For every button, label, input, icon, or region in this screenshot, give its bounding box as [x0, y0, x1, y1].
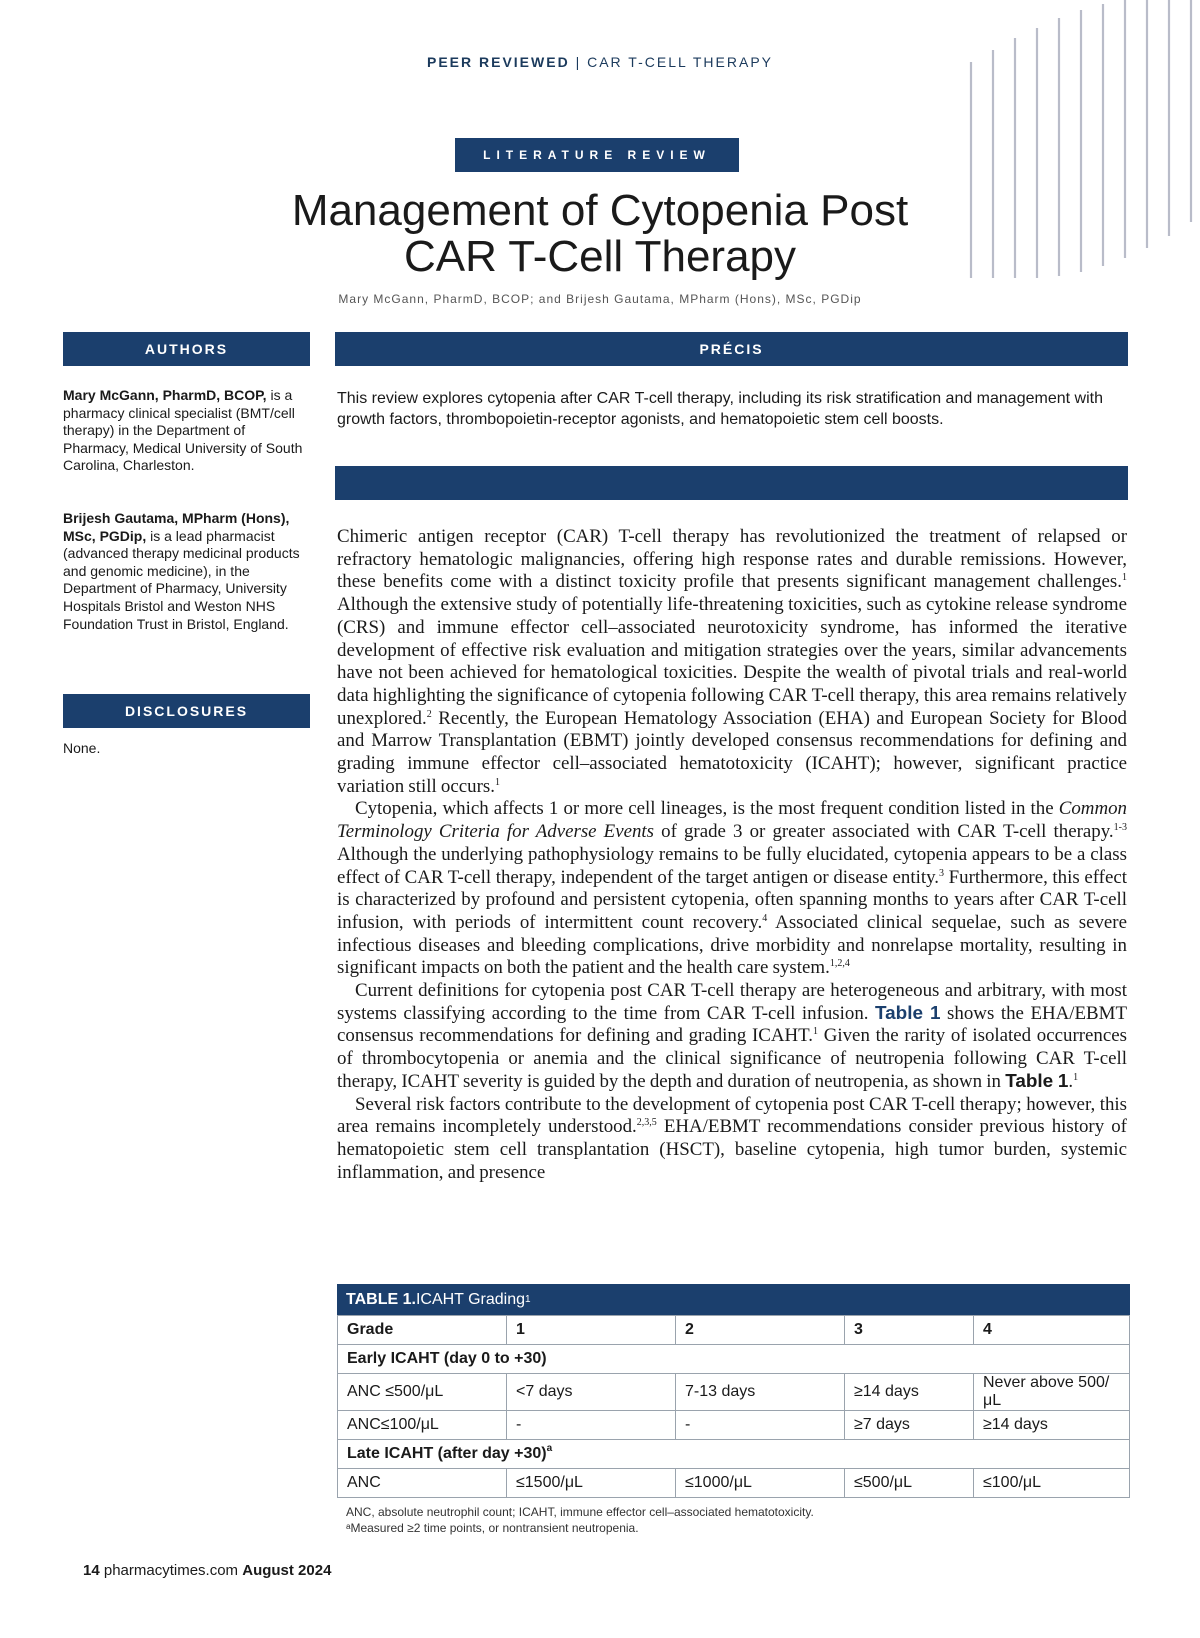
table-row: ANC≤100/μL - - ≥7 days ≥14 days	[338, 1411, 1130, 1440]
author-2-bio	[63, 510, 313, 633]
authors-heading: AUTHORS	[63, 332, 310, 366]
author-1-desc: is a pharmacy clinical specialist (BMT/cell therapy) in the Department of Pharmacy, Medical University of South Carolina, Charleston.	[63, 387, 303, 474]
section-divider-bar	[335, 466, 1128, 500]
table-1-reference: Table 1	[1005, 1070, 1069, 1092]
table-footnote-a: ᵃMeasured ≥2 time points, or nontransient neutropenia.	[346, 1521, 639, 1535]
footer-site: pharmacytimes.com	[99, 1562, 243, 1579]
author-2-name: Brijesh Gautama, MPharm (Hons), MSc, PGDip,	[63, 510, 290, 544]
page-number: 14	[83, 1562, 100, 1579]
page-footer	[83, 1562, 331, 1579]
article-title	[0, 188, 1200, 280]
author-1-bio	[63, 387, 313, 475]
table-1-link[interactable]: Table 1	[875, 1002, 941, 1024]
footer-issue: August 2024	[242, 1562, 332, 1579]
table-caption-text: ICAHT Grading	[415, 1290, 526, 1308]
late-section-row: Late ICAHT (after day +30)$^a$	[338, 1440, 1130, 1469]
precis-text: This review explores cytopenia after CAR T-cell therapy, including its risk stratification and management with growth factors, thrombopoietin-receptor agonists, and hematopoietic stem cell boosts.	[337, 390, 1103, 428]
author-2-desc: is a lead pharmacist (advanced therapy medicinal products and genomic medicine), in the Department of Pharmacy, University Hospitals Bristol and Weston NHS Foundation Trust in Bristol, England.	[63, 527, 300, 632]
title-line-1: Management of Cytopenia Post	[291, 186, 909, 235]
author-1-name: Mary McGann, PharmD, BCOP,	[63, 387, 267, 403]
table-header-row: Grade 1 2 3 4	[338, 1316, 1130, 1345]
section-kicker	[0, 54, 1200, 70]
byline: Mary McGann, PharmD, BCOP; and Brijesh Gautama, MPharm (Hons), MSc, PGDip	[338, 292, 862, 306]
topic-label: CAR T-CELL THERAPY	[587, 54, 774, 70]
early-section-row: Early ICAHT (day 0 to +30)	[338, 1345, 1130, 1374]
table-row: ANC ≤500/μL <7 days 7-13 days ≥14 days Never above 500/μL	[338, 1374, 1130, 1411]
article-body	[337, 526, 1127, 1184]
table-label: TABLE 1.	[346, 1290, 416, 1308]
table-footnote-abbreviations: ANC, absolute neutrophil count; ICAHT, immune effector cell–associated hematotoxicity.	[346, 1505, 814, 1519]
paragraph-3: Current definitions for cytopenia post CAR T-cell therapy are heterogeneous and arbitrary, with most systems classifying according to the time from CAR T-cell infusion. Table 1 shows the EHA/EBMT consensus recommendations for defining and grading ICAHT.$^1$ Given the rarity of isolated occurrences of thrombocytopenia or anemia and the clinical significance of neutropenia following CAR T-cell therapy, ICAHT severity is guided by the depth and duration of neutropenia, as shown in Table 1.$^1$	[337, 980, 1127, 1092]
paragraph-4: Several risk factors contribute to the development of cytopenia post CAR T-cell therapy; however, this area remains incompletely understood.$^{2,3,5}$ EHA/EBMT recommendations consider previous history of hematopoietic stem cell transplantation (HSCT), baseline cytopenia, high tumor burden, systemic inflammation, and presence	[337, 1093, 1127, 1183]
table-row: ANC ≤1500/μL ≤1000/μL ≤500/μL ≤100/μL	[338, 1469, 1130, 1498]
disclosures-text: None.	[63, 740, 101, 756]
title-line-2: CAR T-Cell Therapy	[403, 232, 797, 281]
paragraph-2: Cytopenia, which affects 1 or more cell lineages, is the most frequent condition listed in the Common Terminology Criteria for Adverse Events of grade 3 or greater associated with CAR T-cell therapy.$^{1-3}$ Although the underlying pathophysiology remains to be fully elucidated, cytopenia appears to be a class effect of CAR T-cell therapy, independent of the target antigen or disease entity.$^3$ Furthermore, this effect is characterized by profound and persistent cytopenia, often spanning months to years after CAR T-cell infusion, with periods of intermittent count recovery.$^4$ Associated clinical sequelae, such as severe infectious diseases and bleeding complications, drive morbidity and nonrelapse mortality, resulting in significant impacts on both the patient and the health care system.$^{1,2,4}$	[337, 798, 1127, 979]
table-footnotes	[337, 1504, 1130, 1536]
grading-table	[337, 1315, 1130, 1498]
disclosures-heading: DISCLOSURES	[63, 694, 310, 728]
precis-heading: PRÉCIS	[335, 332, 1128, 366]
literature-review-badge: LITERATURE REVIEW	[455, 138, 739, 172]
table-caption: TABLE 1. ICAHT Grading 1	[337, 1284, 1130, 1315]
kicker-separator: |	[569, 54, 588, 70]
paragraph-1: Chimeric antigen receptor (CAR) T-cell therapy has revolutionized the treatment of relapsed or refractory hematologic malignancies, offering high response rates and durable remissions. However, these benefits come with a distinct toxicity profile that presents significant management challenges.$^1$ Although the extensive study of potentially life-threatening toxicities, such as cytokine release syndrome (CRS) and immune effector cell–associated neurotoxicity syndrome, has informed the iterative development of effective risk evaluation and mitigation strategies over the years, similar advancements have not been achieved for hematological toxicities. Despite the wealth of pivotal trials and real-world data highlighting the significance of cytopenia following CAR T-cell therapy, this area remains relatively unexplored.$^2$ Recently, the European Hematology Association (EHA) and European Society for Blood and Marrow Transplantation (EBMT) jointly developed consensus recommendations for defining and grading immune effector cell–associated hematotoxicity (ICAHT); however, significant practice variation still occurs.$^1$	[337, 526, 1127, 797]
icaht-grading-table	[337, 1284, 1130, 1536]
section-label: PEER REVIEWED	[426, 54, 570, 70]
